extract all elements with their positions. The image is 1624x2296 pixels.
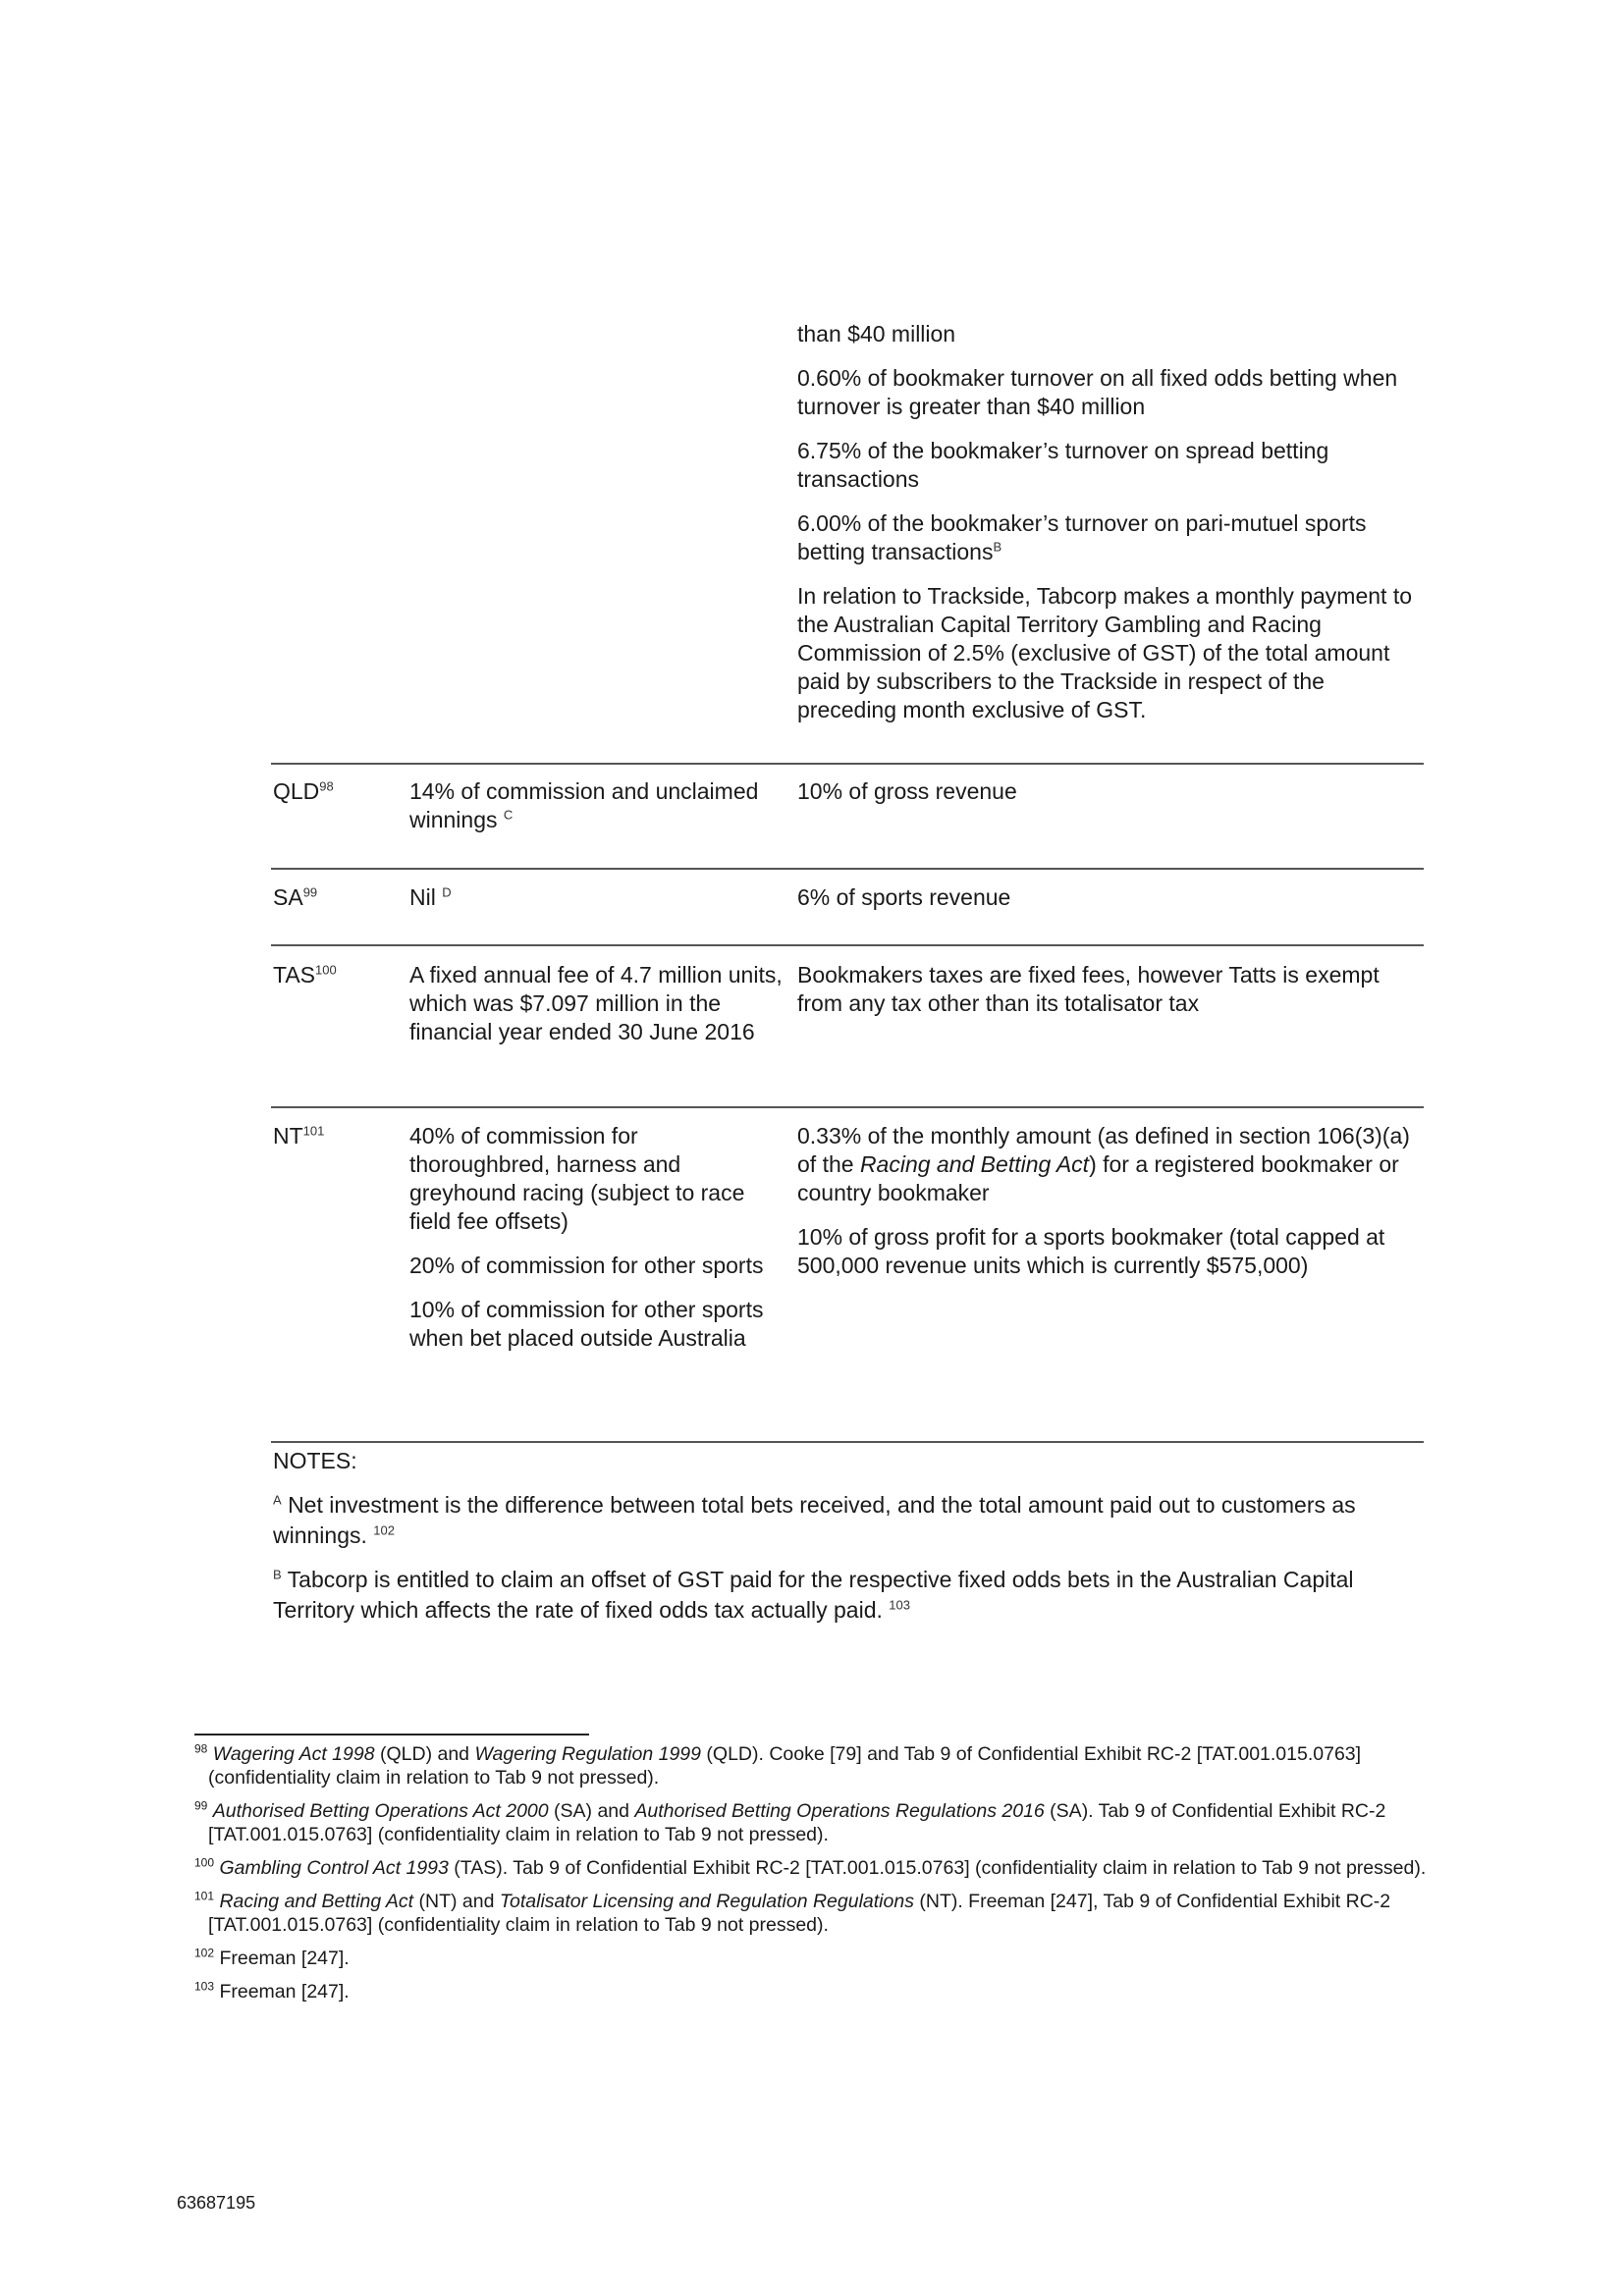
act-title: Wagering Act 1998 [212,1743,375,1765]
footnote-102 [194,1947,1441,1970]
note-a [273,1490,1432,1551]
act-title: Totalisator Licensing and Regulation Regulations [499,1891,914,1912]
act-title: Wagering Regulation 1999 [474,1743,701,1765]
bookmaker-tax-cell: 10% of gross revenue [797,778,1017,804]
totalisator-tax-cell [409,777,783,834]
footnote-text: (QLD). Cooke [79] and Tab 9 of Confidential Exhibit RC-2 [TAT.001.015.0763] (confidentiality claim in relation to Tab 9 not pressed). [208,1743,1362,1789]
notes-heading: NOTES: [273,1448,357,1473]
act-paragraph: than $40 million [797,321,956,347]
footnote-number: 103 [194,1979,215,1994]
cell-text: 14% of commission and unclaimed winnings [409,778,759,832]
table-rule [271,1106,1424,1108]
cell-paragraph: 20% of commission for other sports [409,1253,764,1278]
notes-section [273,1446,1432,1639]
footnote-103 [194,1980,1441,2003]
footnote-98 [194,1742,1441,1789]
footnote-ref: 101 [302,1123,325,1139]
note-marker: D [442,884,452,900]
footnote-text: Freeman [247]. [219,1981,350,2002]
act-title: Authorised Betting Operations Act 2000 [212,1800,549,1822]
state-cell [273,883,401,912]
note-text: Tabcorp is entitled to claim an offset of GST paid for the respective fixed odds bets in the Australian Capital Territory which affects the rate of fixed odds tax actually paid. [273,1567,1354,1623]
footnote-text: (NT) and [413,1891,500,1912]
footnote-ref: 102 [373,1522,395,1538]
table-rule [271,944,1424,946]
note-marker: B [993,539,1002,555]
note-marker: A [273,1492,282,1508]
footnotes [194,1742,1441,2013]
footnote-number: 100 [194,1855,215,1870]
bookmaker-tax-cell: 6% of sports revenue [797,884,1011,910]
footnote-number: 101 [194,1889,215,1903]
footnote-101 [194,1890,1441,1937]
cell-paragraph: 10% of commission for other sports when bet placed outside Australia [409,1297,764,1351]
act-paragraph-text: 6.00% of the bookmaker’s turnover on pari-mutuel sports betting transactions [797,510,1367,564]
state-cell [273,777,401,806]
footnote-text: (NT). Freeman [247], Tab 9 of Confidential Exhibit RC-2 [TAT.001.015.0763] (confidentiality claim in relation to Tab 9 not pressed). [208,1891,1391,1936]
cell-text: ) for a registered bookmaker or country bookmaker [797,1151,1399,1205]
state-label: QLD [273,778,320,804]
act-title: Gambling Control Act 1993 [219,1857,449,1879]
act-title: Authorised Betting Operations Regulations 2016 [634,1800,1045,1822]
footnote-text: (QLD) and [374,1743,475,1765]
footnote-text: (TAS). Tab 9 of Confidential Exhibit RC-2 [TAT.001.015.0763] (confidentiality claim in relation to Tab 9 not pressed). [448,1857,1427,1879]
table-rule [271,868,1424,870]
act-paragraph [797,509,1426,566]
footnote-number: 98 [194,1741,208,1756]
bookmaker-tax-cell: Bookmakers taxes are fixed fees, however Tatts is exempt from any tax other than its totalisator tax [797,962,1380,1016]
totalisator-tax-cell: A fixed annual fee of 4.7 million units, which was $7.097 million in the financial year ended 30 June 2016 [409,962,783,1044]
act-continuation-cell [797,320,1426,740]
act-paragraph: 6.75% of the bookmaker’s turnover on spread betting transactions [797,438,1329,492]
footnote-ref: 99 [302,884,318,900]
note-marker: C [503,807,514,823]
act-paragraph: 0.60% of bookmaker turnover on all fixed odds betting when turnover is greater than $40 million [797,365,1398,419]
footnote-text: (SA). Tab 9 of Confidential Exhibit RC-2 [TAT.001.015.0763] (confidentiality claim in relation to Tab 9 not pressed). [208,1800,1386,1845]
footnote-number: 102 [194,1946,215,1960]
footnote-ref: 100 [315,962,337,978]
act-paragraph: In relation to Trackside, Tabcorp makes a monthly payment to the Australian Capital Territory Gambling and Racing Commission of 2.5% (exclusive of GST) of the total amount paid by subscribers to the Trackside in respect of the preceding month exclusive of GST. [797,583,1412,722]
cell-paragraph [797,1122,1426,1207]
cell-paragraph: 40% of commission for thoroughbred, harness and greyhound racing (subject to race field fee offsets) [409,1123,745,1234]
table-rule [271,763,1424,765]
footnote-separator [194,1734,589,1735]
footnote-ref: 98 [319,778,334,794]
note-text: Net investment is the difference between total bets received, and the total amount paid out to customers as winnings. [273,1492,1356,1548]
totalisator-tax-cell [409,1122,783,1368]
footnote-99 [194,1799,1441,1846]
totalisator-tax-cell [409,883,783,912]
cell-text: 0.33% of the monthly amount (as defined in section 106(3)(a) of the [797,1123,1410,1177]
bookmaker-tax-cell [797,1122,1426,1296]
footnote-100 [194,1856,1441,1880]
act-title: Racing and Betting Act [859,1151,1090,1177]
footnote-ref: 103 [889,1597,910,1613]
state-cell [273,961,401,989]
document-number: 63687195 [177,2193,256,2213]
cell-text: Nil [409,884,436,910]
footnote-text: (SA) and [548,1800,635,1822]
table-rule [271,1441,1424,1443]
state-label: TAS [273,962,316,988]
cell-paragraph: 10% of gross profit for a sports bookmaker (total capped at 500,000 revenue units which is currently $575,000) [797,1224,1385,1278]
act-title: Racing and Betting Act [219,1891,414,1912]
state-cell [273,1122,401,1150]
note-b [273,1565,1432,1626]
footnote-text: Freeman [247]. [219,1948,350,1969]
state-label: SA [273,884,303,910]
state-label: NT [273,1123,303,1148]
note-marker: B [273,1567,282,1582]
footnote-number: 99 [194,1798,208,1813]
